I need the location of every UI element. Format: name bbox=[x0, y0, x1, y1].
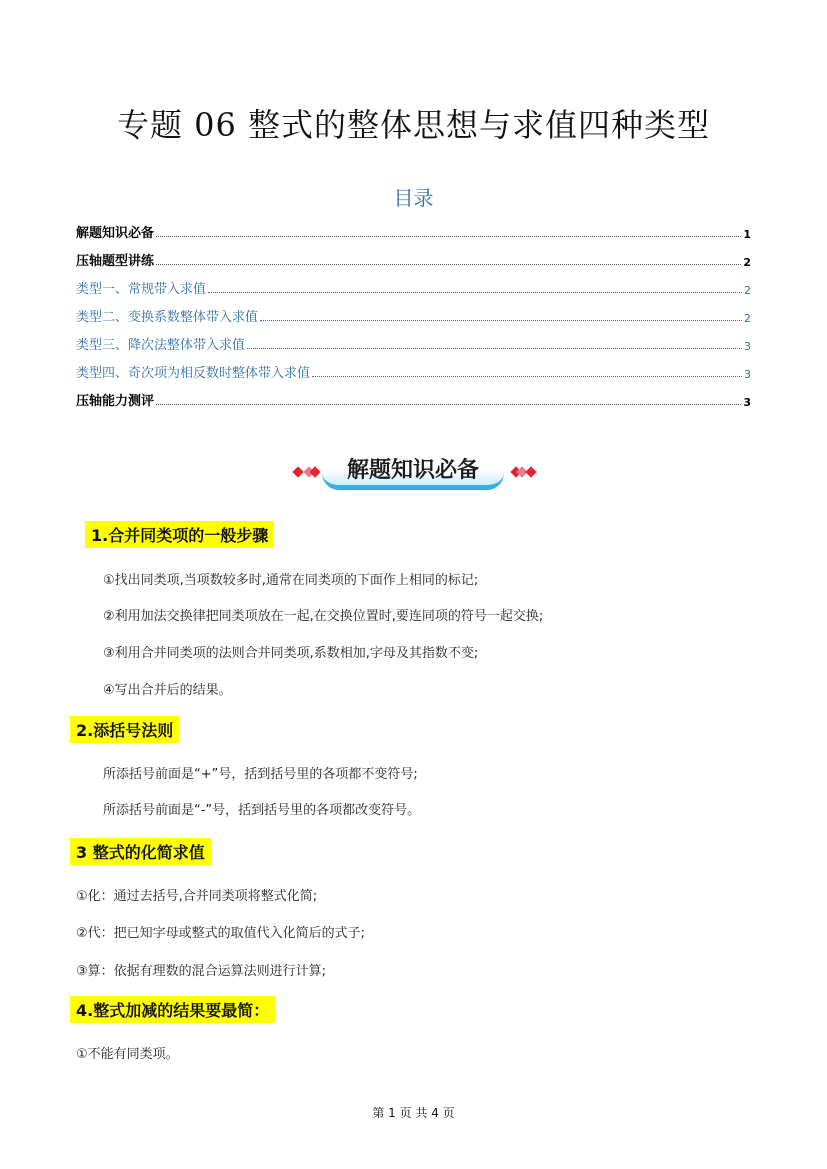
toc-leader-dots bbox=[156, 235, 741, 237]
toc-item-knowledge[interactable] bbox=[76, 213, 751, 241]
toc-item-page: 1 bbox=[743, 228, 751, 241]
toc-item-page: 3 bbox=[743, 396, 751, 409]
toc-item-type2[interactable] bbox=[76, 297, 751, 325]
toc-item-label: 压轴题型讲练 bbox=[76, 254, 155, 269]
diamond-icon bbox=[292, 466, 303, 477]
toc-item-label: 压轴能力测评 bbox=[76, 394, 155, 409]
page-footer: 第 1 页 共 4 页 bbox=[372, 1106, 455, 1120]
toc-item-label: 类型一、常规带入求值 bbox=[76, 282, 207, 297]
table-of-contents bbox=[76, 213, 751, 409]
section-banner bbox=[0, 452, 827, 496]
section-3-line-3: ③算：依据有理数的混合运算法则进行计算; bbox=[76, 964, 327, 979]
toc-item-type4[interactable] bbox=[76, 353, 751, 381]
toc-leader-dots bbox=[156, 263, 741, 265]
toc-item-type1[interactable] bbox=[76, 269, 751, 297]
toc-item-label: 类型四、奇次项为相反数时整体带入求值 bbox=[76, 366, 311, 381]
section-heading-2: 2.添括号法则 bbox=[70, 716, 179, 743]
section-1-line-3: ③利用合并同类项的法则合并同类项,系数相加,字母及其指数不变; bbox=[103, 646, 479, 661]
toc-leader-dots bbox=[247, 347, 742, 349]
toc-item-label: 类型二、变换系数整体带入求值 bbox=[76, 310, 259, 325]
section-1-line-4: ④写出合并后的结果。 bbox=[103, 683, 232, 698]
toc-item-label: 解题知识必备 bbox=[76, 226, 155, 241]
toc-item-page: 2 bbox=[744, 312, 751, 325]
banner-title: 解题知识必备 bbox=[346, 458, 479, 483]
toc-item-type3[interactable] bbox=[76, 325, 751, 353]
section-1-line-2: ②利用加法交换律把同类项放在一起,在交换位置时,要连同项的符号一起交换; bbox=[103, 609, 544, 624]
section-2-line-2: 所添括号前面是“-”号，括到括号里的各项都改变符号。 bbox=[103, 803, 421, 818]
section-4-line-1: ①不能有同类项。 bbox=[76, 1047, 179, 1062]
toc-heading: 目录 bbox=[393, 186, 434, 210]
banner-pill bbox=[322, 456, 504, 490]
toc-leader-dots bbox=[156, 403, 741, 405]
toc-leader-dots bbox=[312, 375, 742, 377]
toc-leader-dots bbox=[260, 319, 742, 321]
section-3-line-2: ②代：把已知字母或整式的取值代入化简后的式子; bbox=[76, 926, 366, 941]
toc-item-assessment[interactable] bbox=[76, 381, 751, 409]
toc-item-page: 2 bbox=[744, 284, 751, 297]
section-1-line-1: ①找出同类项,当项数较多时,通常在同类项的下面作上相同的标记; bbox=[103, 573, 479, 588]
section-heading-4: 4.整式加减的结果要最简： bbox=[70, 996, 275, 1023]
toc-item-practice[interactable] bbox=[76, 241, 751, 269]
toc-item-page: 3 bbox=[744, 340, 751, 353]
toc-item-page: 2 bbox=[743, 256, 751, 269]
section-heading-1: 1.合并同类项的一般步骤 bbox=[85, 521, 274, 548]
toc-item-label: 类型三、降次法整体带入求值 bbox=[76, 338, 246, 353]
diamond-icon bbox=[525, 466, 536, 477]
section-3-line-1: ①化：通过去括号,合并同类项将整式化简; bbox=[76, 889, 318, 904]
toc-item-page: 3 bbox=[744, 368, 751, 381]
section-heading-3: 3 整式的化简求值 bbox=[70, 838, 211, 865]
document-title: 专题 06 整式的整体思想与求值四种类型 bbox=[116, 106, 711, 144]
section-2-line-1: 所添括号前面是“+”号，括到括号里的各项都不变符号; bbox=[103, 767, 418, 782]
toc-leader-dots bbox=[208, 291, 742, 293]
